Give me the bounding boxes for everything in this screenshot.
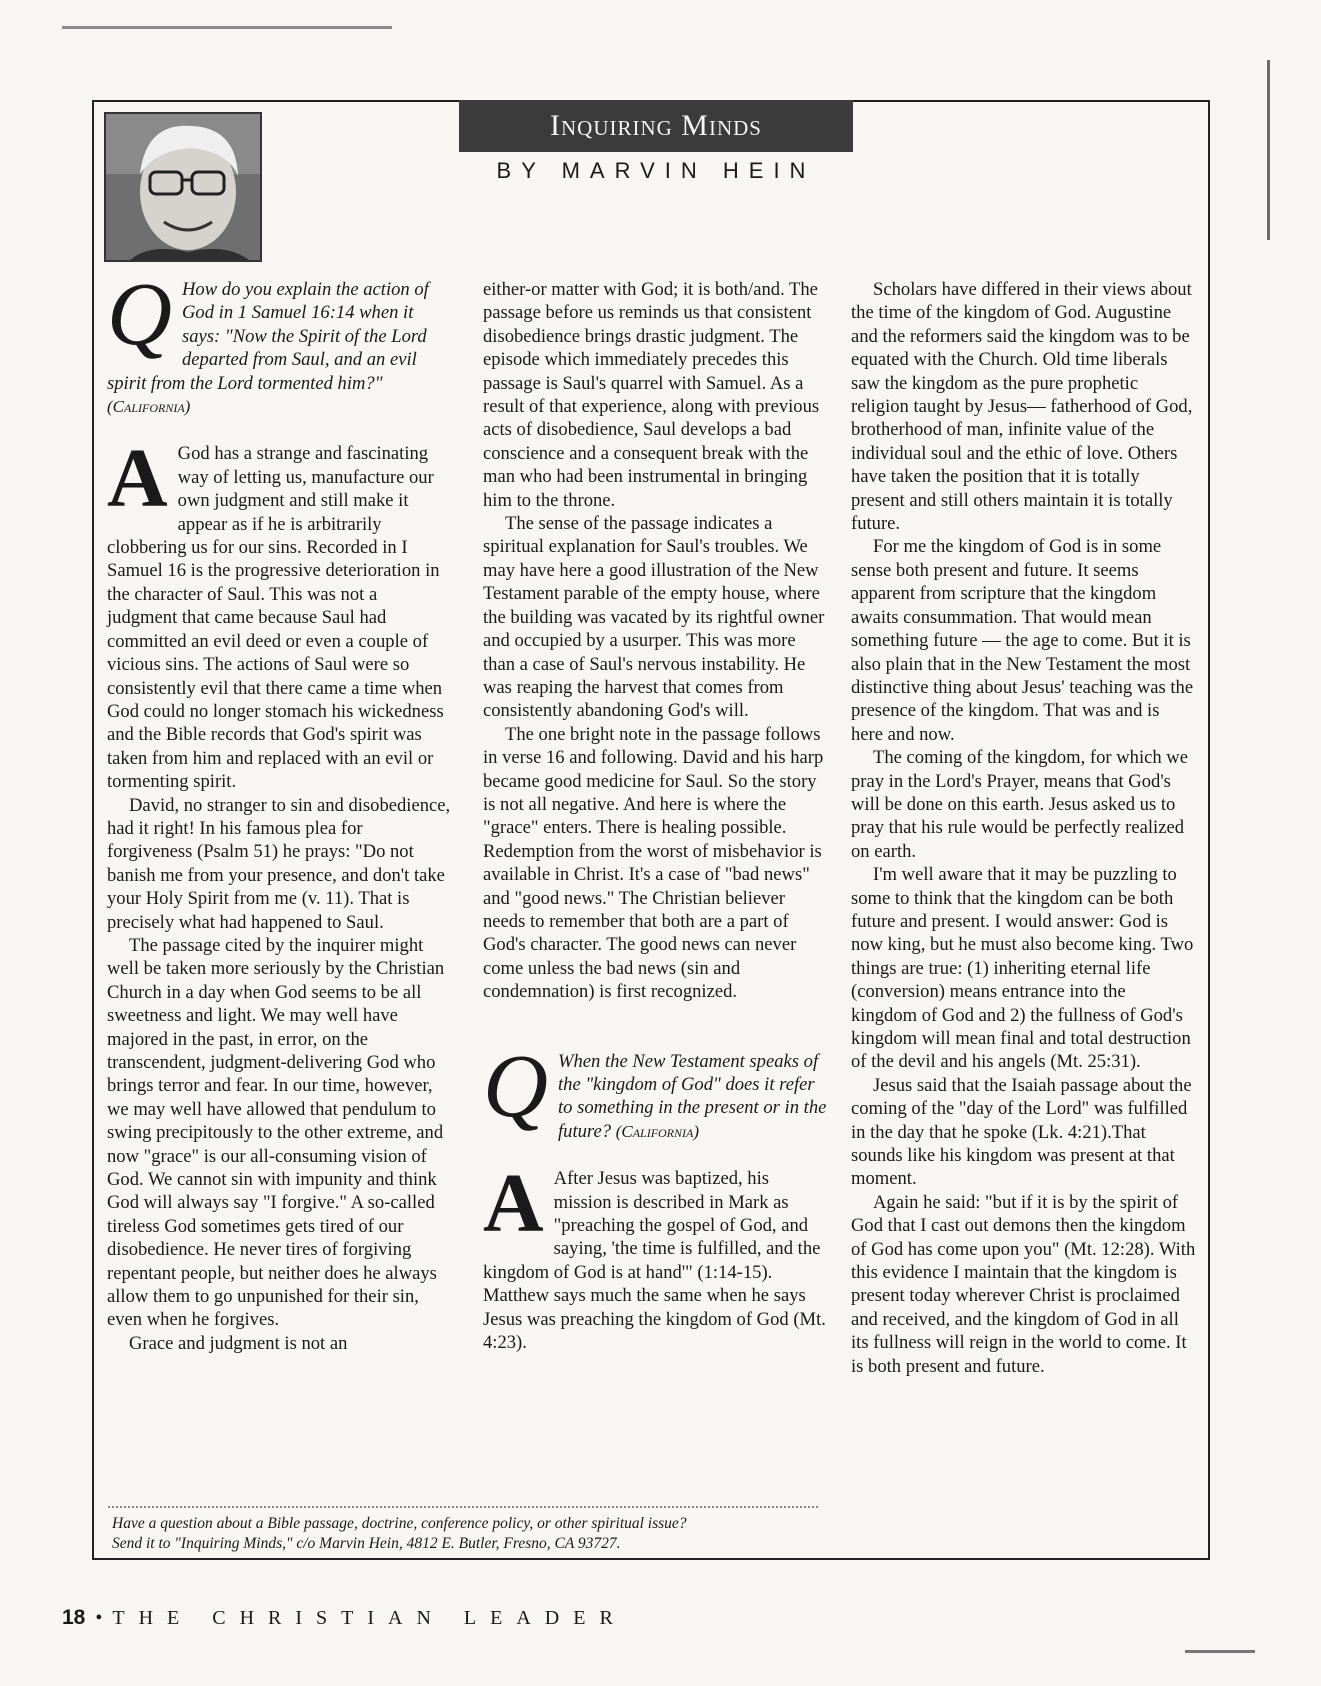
- question-2-source: (California): [615, 1121, 700, 1141]
- column-2: [483, 278, 828, 1354]
- submission-note: [112, 1514, 832, 1554]
- answer-2-paragraph: The coming of the kingdom, for which we pray in the Lord's Prayer, means that God's will be done on this earth. Jesus asked us to pray that his rule would be perfectly realized on earth.: [851, 747, 1188, 862]
- author-portrait-image: [106, 114, 262, 262]
- answer-1-dropcap: A: [107, 432, 168, 526]
- question-2: [483, 1036, 828, 1144]
- column-3: [851, 278, 1196, 1378]
- answer-2-paragraph: [483, 1157, 828, 1354]
- top-rule: [62, 26, 392, 29]
- answer-2-paragraph: Again he said: "but if it is by the spirit of God that I cast out demons then the kingdom of God has come upon you" (Mt. 12:28). With this evidence I maintain that the kingdom is present today wherever Christ is proclaimed and received, and the kingdom of God in all its fullness will reign in the world to come. It is both present and future.: [851, 1191, 1196, 1377]
- answer-1-paragraph: [107, 432, 452, 793]
- scan-edge-mark: [1267, 60, 1270, 240]
- author-photo: [104, 112, 262, 262]
- page-number: 18: [62, 1606, 86, 1629]
- submission-note-line: Have a question about a Bible passage, doctrine, conference policy, or other spiritual issue?: [112, 1515, 687, 1532]
- question-1-dropcap: Q: [107, 265, 172, 364]
- answer-1-paragraph: David, no stranger to sin and disobedience, had it right! In his famous plea for forgiveness (Psalm 51) he prays: "Do not banish me from your presence, and don't take your Holy Spirit from me (v. 11). That is precisely what had happened to Saul.: [107, 794, 451, 933]
- footer-separator: •: [95, 1607, 103, 1629]
- submission-note-address: Send it to "Inquiring Minds," c/o Marvin Hein, 4812 E. Butler, Fresno, CA 93727.: [112, 1535, 621, 1552]
- answer-2-dropcap: A: [483, 1157, 544, 1251]
- answer-1-paragraph: Grace and judgment is not an: [129, 1332, 348, 1354]
- question-2-text: When the New Testament speaks of the "kingdom of God" does it refer to something in the present or in the future?: [558, 1050, 827, 1142]
- question-1-source: (California): [107, 397, 191, 417]
- page-footer: [62, 1606, 627, 1630]
- column-1: [107, 265, 452, 1355]
- answer-2-paragraph: Scholars have differed in their views about the time of the kingdom of God. Augustine and the reformers said the kingdom was to be equated with the Church. Old time liberals saw the kingdom as the pure prophetic religion taught by Jesus— fatherhood of God, brotherhood of man, infinite value of the individual soul and the ethic of love. Others have taken the position that it is totally present and still others maintain it is totally future.: [851, 279, 1193, 535]
- answer-1-paragraph: The one bright note in the passage follows in verse 16 and following. David and his harp became good medicine for Saul. So the story is not all negative. And here is where the "grace" enters. There is healing possible. Redemption from the worst of misbehavior is available in Christ. It's a case of "bad news" and "good news." The Christian believer needs to remember that both are a part of God's character. The good news can never come unless the bad news (sin and condemnation) is first recognized.: [483, 723, 824, 1003]
- scan-edge-mark-bottom: [1185, 1650, 1255, 1653]
- question-1-text: How do you explain the action of God in 1 Samuel 16:14 when it says: "Now the Spirit of the Lord departed from Saul, and an evil spirit from the Lord tormented him?": [107, 279, 429, 394]
- column-title: Inquiring Minds: [459, 100, 853, 152]
- question-1: [107, 265, 452, 418]
- footnote-divider: [108, 1506, 818, 1508]
- answer-1-text: God has a strange and fascinating way of letting us, manufacture our own judgment and still make it appear as if he is arbitrarily clobbering us for our sins. Recorded in I Samuel 16 is the progressive deterioration in the character of Saul. This was not a judgment that came because Saul had committed an evil deed or even a couple of vicious sins. The actions of Saul were so consistently evil that there came a time when God could no longer stomach his wickedness and the Bible records that God's spirit was taken from him and replaced with an evil or tormenting spirit.: [107, 443, 444, 793]
- byline: BY MARVIN HEIN: [496, 158, 816, 183]
- answer-2-text: After Jesus was baptized, his mission is described in Mark as "preaching the gospel of God, and saying, 'the time is fulfilled, and the kingdom of God is at hand'" (1:14-15). Matthew says much the same when he says Jesus was preaching the kingdom of God (Mt. 4:23).: [483, 1168, 826, 1354]
- publication-name: THE CHRISTIAN LEADER: [112, 1607, 627, 1629]
- answer-2-paragraph: For me the kingdom of God is in some sense both present and future. It seems apparent from scripture that the kingdom awaits consummation. That would mean something future — the age to come. But it is also plain that in the New Testament the most distinctive thing about Jesus' teaching was the presence of the kingdom. That was and is here and now.: [851, 536, 1194, 745]
- answer-2-paragraph: Jesus said that the Isaiah passage about the coming of the "day of the Lord" was fulfilled in the day that he spoke (Lk. 4:21).That sounds like his kingdom was present at that moment.: [851, 1074, 1192, 1190]
- answer-2-paragraph: I'm well aware that it may be puzzling to some to think that the kingdom can be both future and present. I would answer: God is now king, but he must also become king. Two things are true: (1) inheriting eternal life (conversion) means entrance into the kingdom of God and 2) the fullness of God's kingdom will mean final and total destruction of the devil and his angels (Mt. 25:31).: [851, 864, 1194, 1073]
- answer-1-paragraph: either-or matter with God; it is both/and. The passage before us reminds us that consistent disobedience brings drastic judgment. The episode which immediately precedes this passage is Saul's quarrel with Samuel. As a result of that experience, along with previous acts of disobedience, Saul develops a bad conscience and a consequent break with the man who had been instrumental in bringing him to the throne.: [483, 279, 820, 511]
- answer-1-paragraph: The passage cited by the inquirer might well be taken more seriously by the Christian Church in a day when God seems to be all sweetness and light. We may well have majored in the past, in error, on the transcendent, judgment-delivering God who brings terror and fear. In our time, however, we may well have allowed that pendulum to swing precipitously to the other extreme, and now "grace" is our all-consuming vision of God. We cannot sin with impunity and think God will always say "I forgive." A so-called tireless God sometimes gets tired of our disobedience. He never tires of forgiving repentant people, but neither does he always allow them to go unpunished for their sin, even when he forgives.: [107, 934, 445, 1331]
- question-2-dropcap: Q: [483, 1036, 548, 1136]
- answer-1-paragraph: The sense of the passage indicates a spiritual explanation for Saul's troubles. We may have here a good illustration of the New Testament parable of the empty house, where the building was vacated by its rightful owner and occupied by a usurper. This was more than a case of Saul's nervous instability. He was reaping the harvest that comes from consistently abandoning God's will.: [483, 513, 825, 722]
